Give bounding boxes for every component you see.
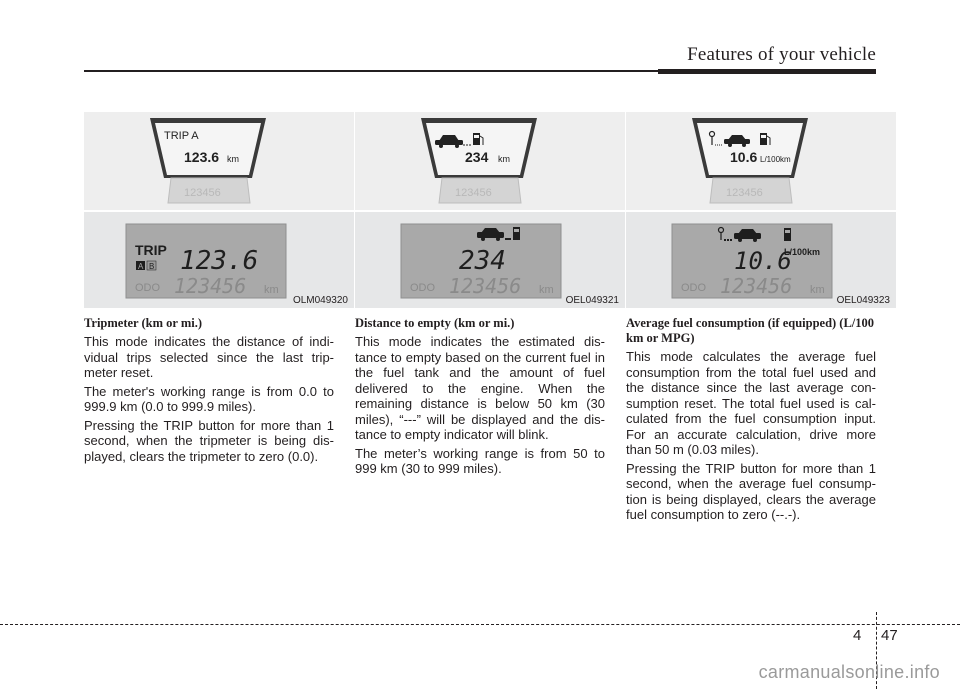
section-paragraph: Pressing the TRIP button for more than 1 second, when the tripmeter is being dis-played, clears the tripmeter to zero (0.0).: [84, 417, 334, 464]
lower-trip-label: TRIP: [135, 242, 167, 258]
page-number: 47: [881, 627, 898, 644]
lower-odo-unit: km: [810, 284, 825, 296]
section-distance-to-empty: [355, 316, 605, 480]
upper-distance-unit: km: [498, 154, 510, 164]
lower-fuel-unit: L/100km: [784, 247, 821, 257]
upper-odo-digits: 123456: [455, 187, 492, 199]
upper-fuel-value: 10.6: [730, 149, 758, 165]
lower-odo-digits: 123456: [174, 274, 247, 298]
upper-trip-value: 123.6: [184, 149, 220, 165]
section-heading: Average fuel consumption (if equipped) (L/100 km or MPG): [626, 316, 875, 345]
section-heading: Tripmeter (km or mi.): [84, 316, 203, 330]
fuel-pump-icon: [784, 228, 791, 241]
lower-odo-label: ODO: [135, 282, 161, 294]
lower-odo-unit: km: [539, 284, 554, 296]
figure-average-fuel-consumption: [626, 112, 896, 308]
figure-code: OEL049323: [836, 295, 890, 306]
lower-fuel-value: 10.6: [734, 247, 792, 275]
lower-odo-label: ODO: [681, 282, 707, 294]
chapter-number: 4: [853, 627, 862, 644]
figure-distance-to-empty: [355, 112, 625, 308]
upper-trip-unit: km: [227, 154, 239, 164]
page-header-title: Features of your vehicle: [687, 44, 876, 65]
tripmeter-illustration: [84, 112, 354, 308]
lower-odo-digits: 123456: [449, 274, 522, 298]
section-average-fuel-consumption: [626, 316, 876, 526]
upper-odo-digits: 123456: [726, 187, 763, 199]
section-paragraph: This mode indicates the distance of indi-vidual trips selected since the last trip-meter reset.: [84, 334, 334, 380]
lower-odo-label: ODO: [410, 282, 436, 294]
lower-trip-value: 123.6: [180, 246, 259, 276]
distance-to-empty-illustration: [355, 112, 625, 308]
section-paragraph: This mode calculates the average fuel consumption from the total fuel used and the distance since the last average con-sumption reset. The total fuel used is cal-culated from the fuel consumption input. For an accurate calculation, drive more than 50 m (0.03 miles).: [626, 349, 876, 457]
trip-badge-b: B: [149, 262, 155, 271]
upper-fuel-unit: L/100km: [760, 155, 791, 164]
upper-trip-label: TRIP A: [164, 130, 199, 142]
figure-code: OEL049321: [565, 295, 619, 306]
section-heading: Distance to empty (km or mi.): [355, 316, 515, 330]
footer-rule: [0, 624, 960, 625]
upper-odo-digits: 123456: [184, 187, 221, 199]
lower-distance-value: 234: [459, 246, 506, 276]
watermark: carmanualsonline.info: [758, 662, 940, 682]
upper-distance-value: 234: [465, 149, 489, 165]
lower-odo-digits: 123456: [720, 274, 793, 298]
section-paragraph: The meter’s working range is from 50 to 999 km (30 to 999 miles).: [355, 445, 605, 476]
section-paragraph: This mode indicates the estimated dis-tance to empty based on the current fuel in the fuel tank and the amount of fuel delivered to the engine. When the remaining distance is below 50 km (30 miles), “---” will be displayed and the dis-tance to empty indicator will blink.: [355, 334, 605, 442]
trip-badge-a: A: [138, 262, 144, 271]
section-tripmeter: [84, 316, 334, 467]
header-rule-accent: [658, 69, 876, 74]
average-fuel-illustration: [626, 112, 896, 308]
figure-code: OLM049320: [292, 295, 348, 306]
section-paragraph: Pressing the TRIP button for more than 1 second, when the average fuel consump-tion is being displayed, clears the average fuel consumption to zero (--.-).: [626, 460, 876, 522]
section-paragraph: The meter's working range is from 0.0 to 999.9 km (0.0 to 999.9 miles).: [84, 383, 334, 414]
fuel-pump-icon: [513, 227, 520, 240]
lower-odo-unit: km: [264, 284, 279, 296]
figure-tripmeter: [84, 112, 354, 308]
